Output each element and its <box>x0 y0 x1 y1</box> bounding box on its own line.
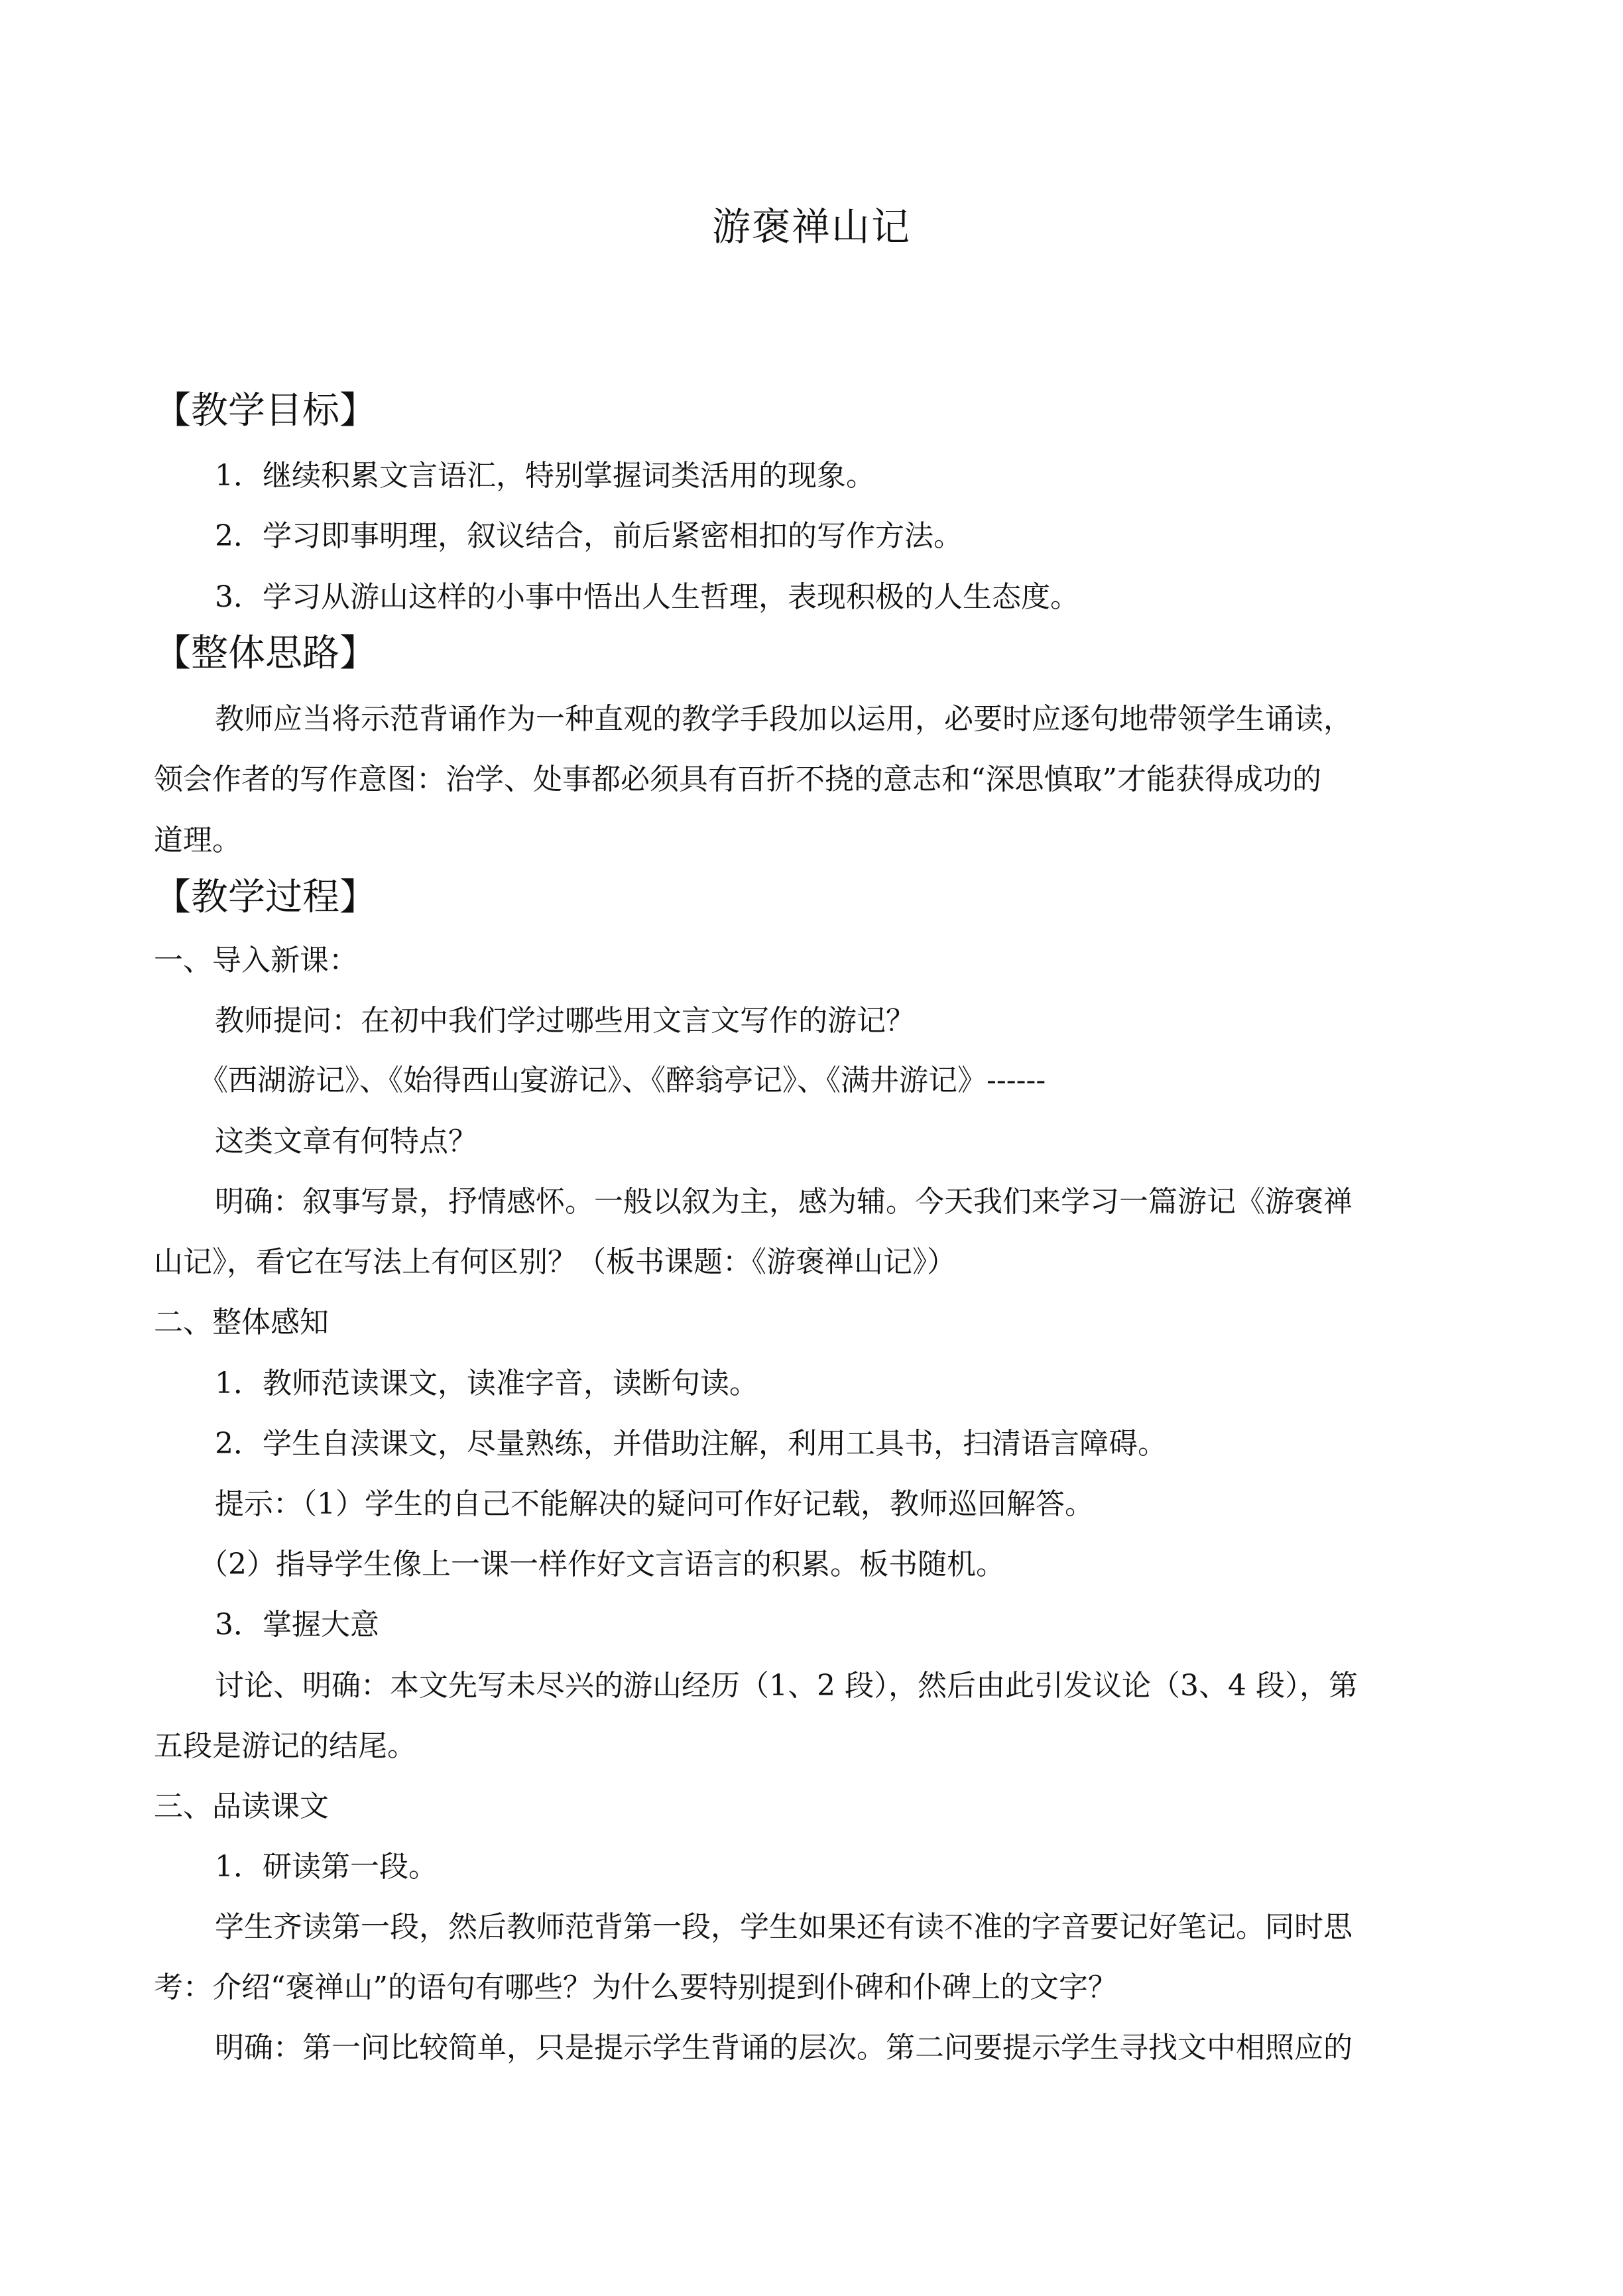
approach-line-2: 领会作者的写作意图：治学、处事都必须具有百折不挠的意志和“深思慎取”才能获得成功的 <box>154 762 1321 796</box>
objective-item-2: 2．学习即事明理，叙议结合，前后紧密相扣的写作方法。 <box>215 519 963 553</box>
section3-read-line-2: 考：介绍“褒禅山”的语句有哪些？为什么要特别提到仆碑和仆碑上的文字？ <box>154 1970 1117 2004</box>
section2-discussion-line-2: 五段是游记的结尾。 <box>154 1729 416 1763</box>
heading-objectives: 【教学目标】 <box>154 389 377 432</box>
approach-line-1: 教师应当将示范背诵作为一种直观的教学手段加以运用，必要时应逐句地带领学生诵读， <box>215 702 1352 736</box>
heading-approach: 【整体思路】 <box>154 632 377 675</box>
section3-heading: 三、品读课文 <box>154 1789 329 1823</box>
section2-discussion-line-1: 讨论、明确：本文先写未尽兴的游山经历（1、2 段），然后由此引发议论（3、4 段），第 <box>215 1669 1358 1703</box>
section2-hint-1: 提示：（1）学生的自己不能解决的疑问可作好记载，教师巡回解答。 <box>215 1487 1094 1521</box>
section3-item-1: 1．研读第一段。 <box>215 1850 438 1884</box>
heading-process: 【教学过程】 <box>154 876 377 919</box>
section2-item-3: 3．掌握大意 <box>215 1608 379 1642</box>
section3-answer: 明确：第一问比较简单，只是提示学生背诵的层次。第二问要提示学生寻找文中相照应的 <box>215 2031 1352 2065</box>
section1-answer-line-1: 明确：叙事写景，抒情感怀。一般以叙为主，感为辅。今天我们来学习一篇游记《游褒禅 <box>215 1185 1352 1219</box>
section1-heading: 一、导入新课： <box>154 943 358 977</box>
section1-examples: 《西湖游记》、《始得西山宴游记》、《醉翁亭记》、《满井游记》------ <box>199 1063 1046 1097</box>
objective-item-1: 1．继续积累文言语汇，特别掌握词类活用的现象。 <box>215 459 875 493</box>
section2-item-1: 1．教师范读课文，读准字音，读断句读。 <box>215 1366 758 1400</box>
section1-answer-line-2: 山记》，看它在写法上有何区别？（板书课题：《游褒禅山记》） <box>154 1245 956 1279</box>
document-title: 游褒禅山记 <box>711 204 911 249</box>
section2-hint-2: （2）指导学生像上一课一样作好文言语言的积累。板书随机。 <box>199 1547 1005 1581</box>
section3-read-line-1: 学生齐读第一段，然后教师范背第一段，学生如果还有读不准的字音要记好笔记。同时思 <box>215 1910 1352 1944</box>
section2-heading: 二、整体感知 <box>154 1305 329 1339</box>
section2-item-2: 2．学生自渎课文，尽量熟练，并借助注解，利用工具书，扫清语言障碍。 <box>215 1427 1167 1461</box>
approach-line-3: 道理。 <box>154 823 241 857</box>
objective-item-3: 3．学习从游山这样的小事中悟出人生哲理，表现积极的人生态度。 <box>215 580 1079 614</box>
section1-question: 教师提问：在初中我们学过哪些用文言文写作的游记？ <box>215 1004 915 1038</box>
section1-question2: 这类文章有何特点？ <box>215 1124 477 1158</box>
